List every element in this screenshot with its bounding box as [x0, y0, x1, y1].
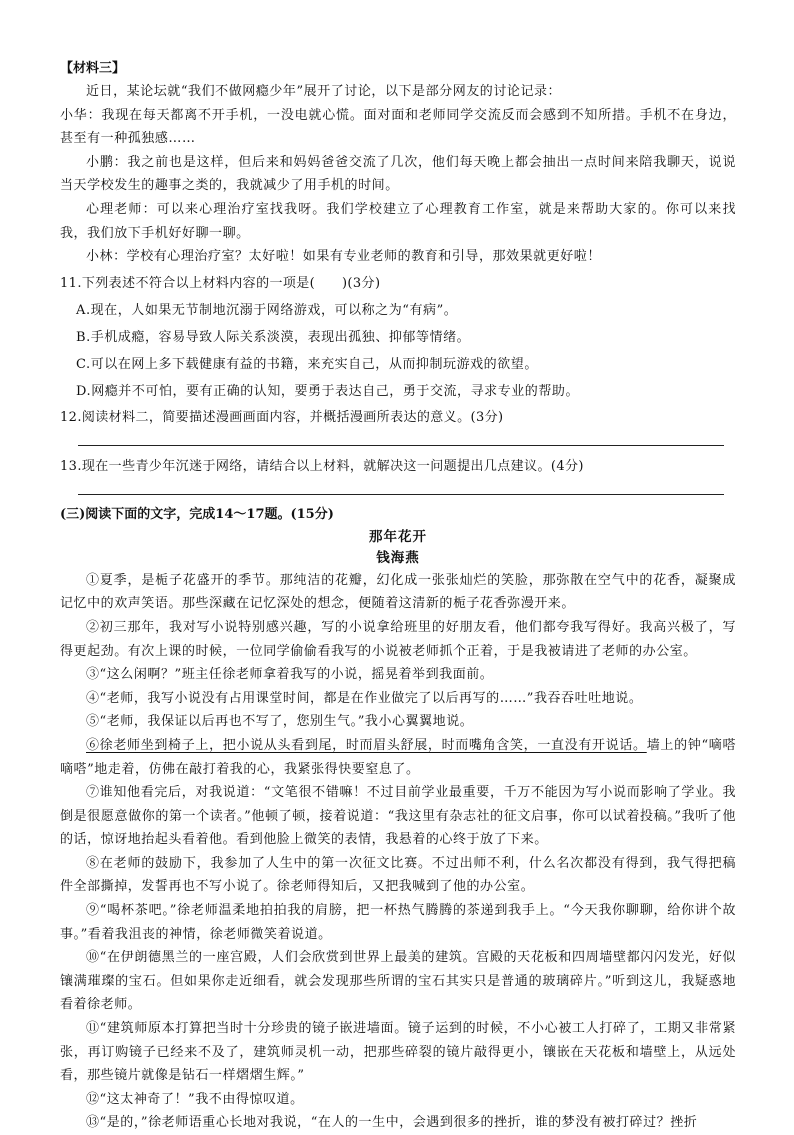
section3-heading: (三)阅读下面的文字，完成14～17题。(15分): [60, 506, 334, 522]
article-paragraph-3: ③“这么闲啊？”班主任徐老师拿着我写的小说，摇晃着举到我面前。: [86, 667, 494, 683]
q11-stem: 11.下列表述不符合以上材料内容的一项是( )(3分): [60, 275, 381, 291]
article-paragraph-9: ⑨“喝杯茶吧。”徐老师温柔地拍拍我的肩膀，把一杯热气腾腾的茶递到我手上。“今天我你聊聊，给你讲个故事。”看着我沮丧的神情，徐老师微笑着说道。: [60, 903, 736, 942]
material3-intro: 近日，某论坛就“我们不做网瘾少年”展开了讨论，以下是部分网友的讨论记录：: [86, 84, 562, 99]
q11-option-c: C.可以在网上多下载健康有益的书籍，来充实自己，从而抑制玩游戏的欲望。: [76, 356, 538, 372]
material3-xiaohua: 小华：我现在每天都离不开手机，一没电就心慌。面对面和老师同学交流反而会感到不知所措。手机不在身边，甚至有一种孤独感……: [60, 107, 736, 147]
q11-option-d: D.网瘾并不可怕，要有正确的认知，要勇于表达自己，勇于交流，寻求专业的帮助。: [76, 383, 579, 399]
q11-option-a: A.现在，人如果无节制地沉溺于网络游戏，可以称之为“有病”。: [76, 302, 458, 318]
article-paragraph-6-rest: 墙上的钟“嘀嗒嘀嗒”地走着，仿佛在敲打着我的心，我紧张得快要窒息了。: [60, 737, 736, 777]
article-paragraph-1: ①夏季，是栀子花盛开的季节。那纯洁的花瓣，幻化成一张张灿烂的笑脸，那弥散在空气中的花香，凝聚成记忆中的欢声笑语。那些深藏在记忆深处的想念，便随着这清新的栀子花香弥漫开来。: [60, 572, 736, 612]
article-paragraph-10: ⑩“在伊朗德黑兰的一座宫殿，人们会欣赏到世界上最美的建筑。宫殿的天花板和四周墙壁都闪闪发光，好似镶满璀璨的宝石。但如果你走近细看，就会发现那些所谓的宝石其实只是普通的玻璃碎片。”听到这儿，我疑惑地看着徐老师。: [60, 950, 736, 1013]
q12-answer-line[interactable]: [78, 431, 724, 446]
article-paragraph-12: ⑫“这太神奇了！”我不由得惊叹道。: [86, 1091, 304, 1107]
q11-option-b: B.手机成瘾，容易导致人际关系淡漠，表现出孤独、抑郁等情绪。: [76, 329, 471, 345]
article-paragraph-7: ⑦谁知他看完后，对我说道：“文笔很不错嘛！不过目前学业最重要，千万不能因为写小说而影响了学业。我倒是很愿意做你的第一个读者。”他顿了顿，接着说道：“我这里有杂志社的征文启事，你可以试着投稿。”我听了他的话，惊讶地抬起头看着他。看到他脸上微笑的表情，我悬着的心终于放了下来。: [60, 785, 736, 848]
q12-stem: 12.阅读材料二，简要描述漫画画面内容，并概括漫画所表达的意义。(3分): [60, 409, 504, 425]
article-paragraph-11: ⑪“建筑师原本打算把当时十分珍贵的镜子嵌进墙面。镜子运到的时候，不小心被工人打碎了，工期又非常紧张，再订购镜子已经来不及了，建筑师灵机一动，把那些碎裂的镜片敲得更小，镶嵌在天花板和墙壁上，从远处看，那些镜片就像是钻石一样熠熠生辉。”: [60, 1021, 736, 1084]
material3-xiaopeng: 小鹏：我之前也是这样，但后来和妈妈爸爸交流了几次，他们每天晚上都会抽出一点时间来陪我聊天，说说当天学校发生的趣事之类的，我就减少了用手机的时间。: [60, 154, 736, 194]
article-author: 钱海燕: [376, 549, 420, 566]
article-paragraph-4: ④“老师，我写小说没有占用课堂时间，都是在作业做完了以后再写的……”我吞吞吐吐地说。: [86, 690, 643, 706]
material3-label: 【材料三】: [60, 61, 126, 76]
article-paragraph-6: [60, 734, 736, 781]
article-title: 那年花开: [369, 528, 427, 545]
article-paragraph-2: ②初三那年，我对写小说特别感兴趣，写的小说拿给班里的好朋友看，他们都夸我写得好。我高兴极了，写得更起劲。有次上课的时候，一位同学偷偷看我写的小说被老师抓个正着，于是我被请进了老师的办公室。: [60, 619, 736, 659]
article-paragraph-8: ⑧在老师的鼓励下，我参加了人生中的第一次征文比赛。不过出师不利，什么名次都没有得到，我气得把稿件全部撕掉，发誓再也不写小说了。徐老师得知后，又把我喊到了他的办公室。: [60, 855, 736, 895]
material3-teacher: 心理老师：可以来心理治疗室找我呀。我们学校建立了心理教育工作室，就是来帮助大家的。你可以来找我，我们放下手机好好聊一聊。: [60, 201, 736, 241]
q13-stem: 13.现在一些青少年沉迷于网络，请结合以上材料，就解决这一问题提出几点建议。(4分): [60, 458, 584, 474]
material3-xiaolin: 小林：学校有心理治疗室？太好啦！如果有专业老师的教育和引导，那效果就更好啦！: [86, 249, 601, 265]
article-paragraph-13: ⑬“是的，”徐老师语重心长地对我说，“在人的一生中，会遇到很多的挫折，谁的梦没有被打碎过？挫折: [86, 1115, 698, 1131]
article-paragraph-6-underlined: ⑥徐老师坐到椅子上，把小说从头看到尾，时而眉头舒展，时而嘴角含笑，一直没有开说话。: [86, 737, 647, 753]
article-paragraph-5: ⑤“老师，我保证以后再也不写了，您别生气。”我小心翼翼地说。: [86, 714, 474, 730]
q13-answer-line[interactable]: [78, 480, 724, 495]
